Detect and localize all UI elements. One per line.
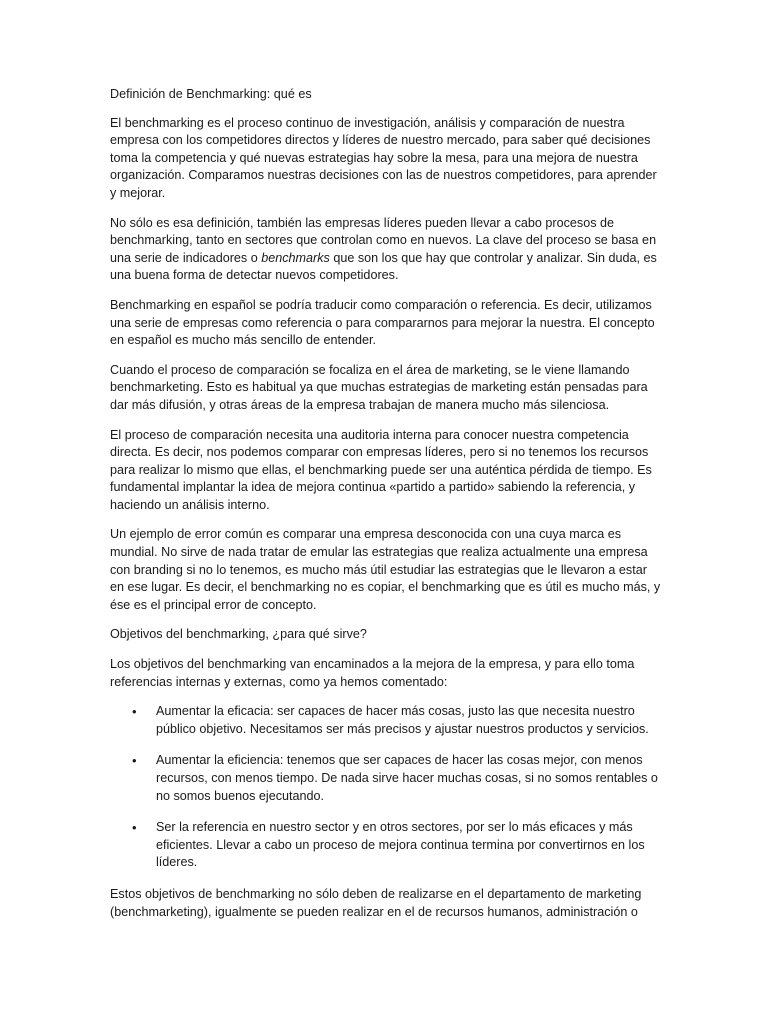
paragraph-benchmarketing: Cuando el proceso de comparación se focaliza en el área de marketing, se le viene llamando benchmarketing. Esto es habitual ya que muchas estrategias de marketing están pensadas para dar más difusión, y otras áreas de la empresa trabajan de manera mucho más silenciosa.: [110, 362, 648, 412]
paragraph-common-error: Un ejemplo de error común es comparar una empresa desconocida con una cuya marca es mundial. No sirve de nada tratar de emular las estrategias que realiza actualmente una empresa con branding si no lo tenemos, es mucho más útil estudiar las estrategias que le llevaron a estar en ese lugar. Es decir, el benchmarking no es copiar, el benchmarking que es útil es mucho más, y ése es el principal error de concepto.: [110, 527, 661, 612]
bullet-icon: •: [132, 704, 137, 720]
list-item: [110, 752, 664, 805]
paragraph-definition: El benchmarking es el proceso continuo de investigación, análisis y comparación de nuestra empresa con los competidores directos y líderes de nuestro mercado, para saber qué decisiones toma la competencia y qué nuevas estrategias hay sobre la mesa, para una mejora de nuestra organización. Comparamos nuestras decisiones con las de nuestros competidores, para aprender y mejorar.: [110, 115, 657, 200]
bullet-icon: •: [132, 820, 137, 836]
list-item: [110, 703, 664, 738]
paragraph-leaders: [110, 215, 664, 285]
list-item: [110, 819, 664, 872]
benchmarks-term: benchmarks: [261, 250, 330, 265]
paragraph-internal-audit: El proceso de comparación necesita una auditoria interna para conocer nuestra competencia directa. Es decir, nos podemos comparar con empresas líderes, pero si no tenemos los recursos para realizar lo mismo que ellas, el benchmarking puede ser una auténtica pérdida de tiempo. Es fundamental implantar la idea de mejora continua «partido a partido» sabiendo la referencia, y haciendo un análisis interno.: [110, 427, 652, 512]
section-subtitle: Objetivos del benchmarking, ¿para qué sirve?: [110, 627, 367, 642]
paragraph-spanish-translation: Benchmarking en español se podría traducir como comparación o referencia. Es decir, utilizamos una serie de empresas como referencia o para compararnos para mejorar la nuestra. El concepto en español es mucho más sencillo de entender.: [110, 297, 655, 348]
paragraph-objectives-intro: Los objetivos del benchmarking van encaminados a la mejora de la empresa, y para ello toma referencias internas y externas, como ya hemos comentado:: [110, 657, 635, 689]
paragraph-departments: Estos objetivos de benchmarking no sólo deben de realizarse en el departamento de marketing (benchmarketing), igualmente se pueden realizar en el de recursos humanos, administración o: [110, 886, 642, 919]
objectives-list: [110, 703, 664, 872]
paragraph-leaders-part1: No sólo es esa definición, también las empresas líderes pueden llevar a cabo procesos de benchmarking, tanto en sectores que controlan como en nuevos. La clave del proceso se basa en una serie de indicadores o: [110, 215, 657, 265]
list-item-text: Aumentar la eficiencia: tenemos que ser capaces de hacer las cosas mejor, con menos recursos, con menos tiempo. De nada sirve hacer muchas cosas, si no somos rentables o no somos buenos ejecutando.: [156, 753, 658, 803]
bullet-icon: •: [132, 753, 137, 769]
list-item-text: Ser la referencia en nuestro sector y en otros sectores, por ser lo más eficaces y más eficientes. Llevar a cabo un proceso de mejora continua termina por convertirnos en los líderes.: [156, 820, 645, 870]
document-title: Definición de Benchmarking: qué es: [110, 87, 312, 101]
list-item-text: Aumentar la eficacia: ser capaces de hacer más cosas, justo las que necesita nuestro público objetivo. Necesitamos ser más precisos y ajustar nuestros productos y servicios.: [156, 704, 649, 736]
paragraph-leaders-part2: que son los que hay que controlar y analizar. Sin duda, es una buena forma de detectar nuevos competidores.: [110, 250, 657, 283]
